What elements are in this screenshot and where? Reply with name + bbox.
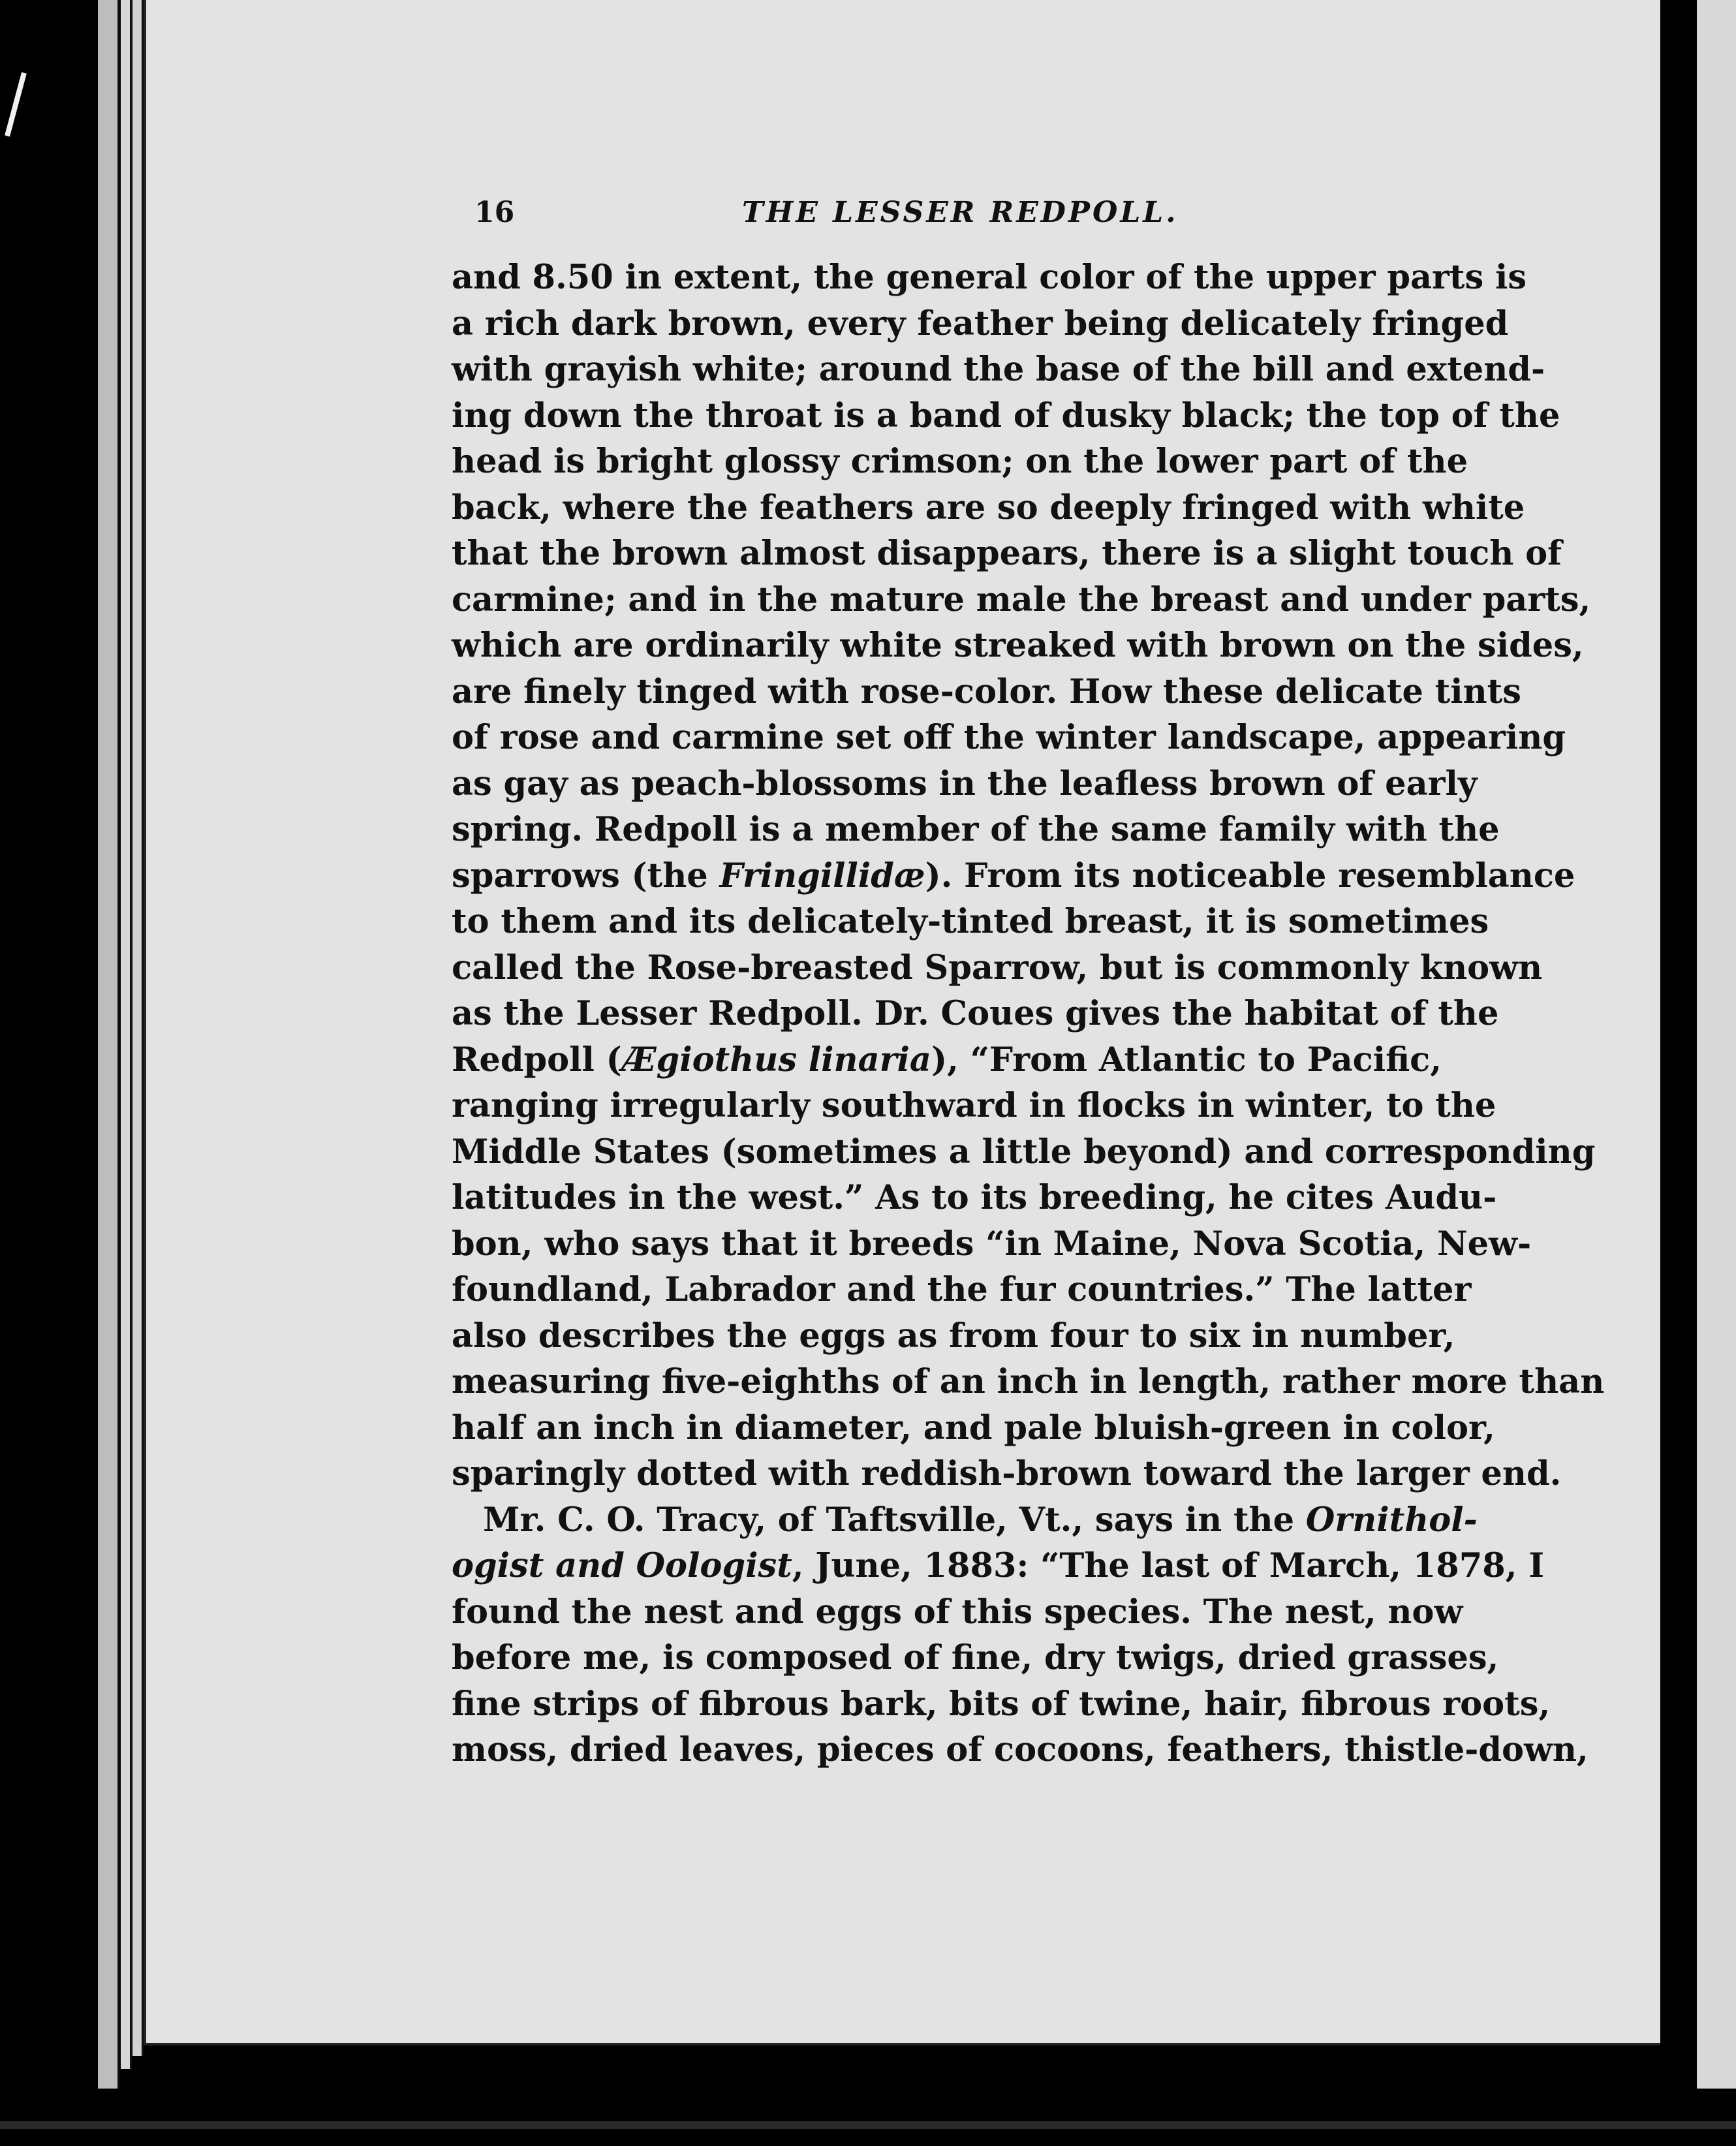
line-text: to them and its delicately-tinted breast, it is sometimes: [452, 902, 1489, 941]
page-edge: [98, 0, 119, 2089]
line-text: ranging irregularly southward in flocks in winter, to the: [452, 1086, 1496, 1125]
text-line: [452, 853, 1575, 899]
line-text: fine strips of fibrous bark, bits of twine, hair, fibrous roots,: [452, 1684, 1551, 1724]
line-text: latitudes in the west.” As to its breeding, he cites Audu-: [452, 1178, 1497, 1217]
text-line: [452, 1405, 1495, 1452]
line-text: back, where the feathers are so deeply fringed with white: [452, 488, 1525, 527]
line-text: foundland, Labrador and the fur countries.” The latter: [452, 1270, 1472, 1309]
line-text: spring. Redpoll is a member of the same family with the: [452, 810, 1500, 849]
line-text: called the Rose-breasted Sparrow, but is commonly known: [452, 948, 1543, 987]
text-line: [452, 1037, 1442, 1083]
text-line: [452, 485, 1525, 531]
text-line: [452, 255, 1527, 301]
line-text: Middle States (sometimes a little beyond) and corresponding: [452, 1132, 1596, 1172]
text-line: [452, 393, 1560, 439]
text-line: [452, 1451, 1562, 1497]
line-text: a rich dark brown, every feather being delicately fringed: [452, 303, 1509, 343]
line-text: found the nest and eggs of this species. The nest, now: [452, 1592, 1463, 1632]
text-line: [452, 1497, 1478, 1544]
text-line: [452, 301, 1509, 347]
line-text: , June, 1883: “The last of March, 1878, I: [792, 1546, 1545, 1585]
line-text: head is bright glossy crimson; on the lower part of the: [452, 442, 1468, 481]
italic-text: Fringillidæ: [719, 856, 925, 895]
text-line: [452, 945, 1543, 991]
italic-text: ogist and Oologist: [452, 1546, 792, 1585]
line-text: of rose and carmine set off the winter landscape, appearing: [452, 718, 1566, 757]
paragraph: [452, 255, 1605, 1497]
line-text: Redpoll (: [452, 1040, 622, 1080]
line-text: are finely tinged with rose-color. How these delicate tints: [452, 672, 1521, 711]
paragraph: [452, 1497, 1589, 1773]
line-text: sparrows (the: [452, 856, 720, 895]
italic-text: Ornithol-: [1305, 1500, 1478, 1540]
line-text: sparingly dotted with reddish-brown toward the larger end.: [452, 1454, 1562, 1493]
line-text: which are ordinarily white streaked with brown on the sides,: [452, 626, 1584, 665]
line-text: that the brown almost disappears, there is a slight touch of: [452, 534, 1562, 573]
line-text: half an inch in diameter, and pale bluish-green in color,: [452, 1408, 1495, 1448]
text-line: [452, 347, 1545, 393]
line-text: bon, who says that it breeds “in Maine, Nova Scotia, New-: [452, 1224, 1532, 1264]
text-line: [452, 531, 1562, 577]
text-line: [452, 1359, 1605, 1405]
line-text: ing down the throat is a band of dusky black; the top of the: [452, 396, 1560, 435]
text-line: [452, 807, 1500, 853]
facing-page-edge: [1697, 0, 1736, 2089]
page-edge: [121, 0, 132, 2069]
text-line: [452, 1635, 1499, 1681]
page-edge: [132, 0, 144, 2056]
text-line: [452, 1221, 1532, 1267]
running-title: THE LESSER REDPOLL.: [742, 196, 1179, 229]
text-line: [452, 1083, 1496, 1129]
text-line: [452, 1313, 1455, 1360]
line-text: as gay as peach-blossoms in the leafless brown of early: [452, 764, 1478, 803]
text-line: [452, 1543, 1545, 1589]
line-text: and 8.50 in extent, the general color of the upper parts is: [452, 258, 1527, 297]
text-line: [452, 1589, 1463, 1636]
text-line: [452, 761, 1478, 807]
text-line: [452, 899, 1489, 945]
text-line: [452, 991, 1499, 1037]
line-text: as the Lesser Redpoll. Dr. Coues gives the habitat of the: [452, 994, 1499, 1033]
scan-border: [0, 2121, 1736, 2129]
text-line: [452, 1175, 1497, 1221]
scan-mark: [5, 72, 27, 137]
line-text: also describes the eggs as from four to six in number,: [452, 1316, 1455, 1356]
body-text: [452, 255, 1605, 1773]
text-line: [452, 669, 1521, 715]
running-head: [474, 196, 1179, 241]
text-line: [452, 1129, 1596, 1175]
line-text: ). From its noticeable resemblance: [925, 856, 1575, 895]
text-line: [452, 439, 1468, 485]
line-text: carmine; and in the mature male the breast and under parts,: [452, 580, 1591, 619]
line-text: Mr. C. O. Tracy, of Taftsville, Vt., says in the: [483, 1500, 1306, 1540]
text-line: [452, 715, 1566, 761]
italic-text: Ægiothus linaria: [621, 1040, 931, 1080]
line-text: ), “From Atlantic to Pacific,: [931, 1040, 1442, 1080]
text-line: [452, 1267, 1472, 1313]
page-number: 16: [474, 196, 515, 229]
text-line: [452, 623, 1584, 669]
line-text: measuring five-eighths of an inch in length, rather more than: [452, 1362, 1605, 1401]
text-line: [452, 1681, 1551, 1728]
line-text: with grayish white; around the base of the bill and extend-: [452, 350, 1545, 389]
line-text: moss, dried leaves, pieces of cocoons, feathers, thistle-down,: [452, 1730, 1589, 1769]
line-text: before me, is composed of fine, dry twigs, dried grasses,: [452, 1638, 1499, 1677]
text-line: [452, 577, 1591, 623]
text-line: [452, 1727, 1589, 1773]
